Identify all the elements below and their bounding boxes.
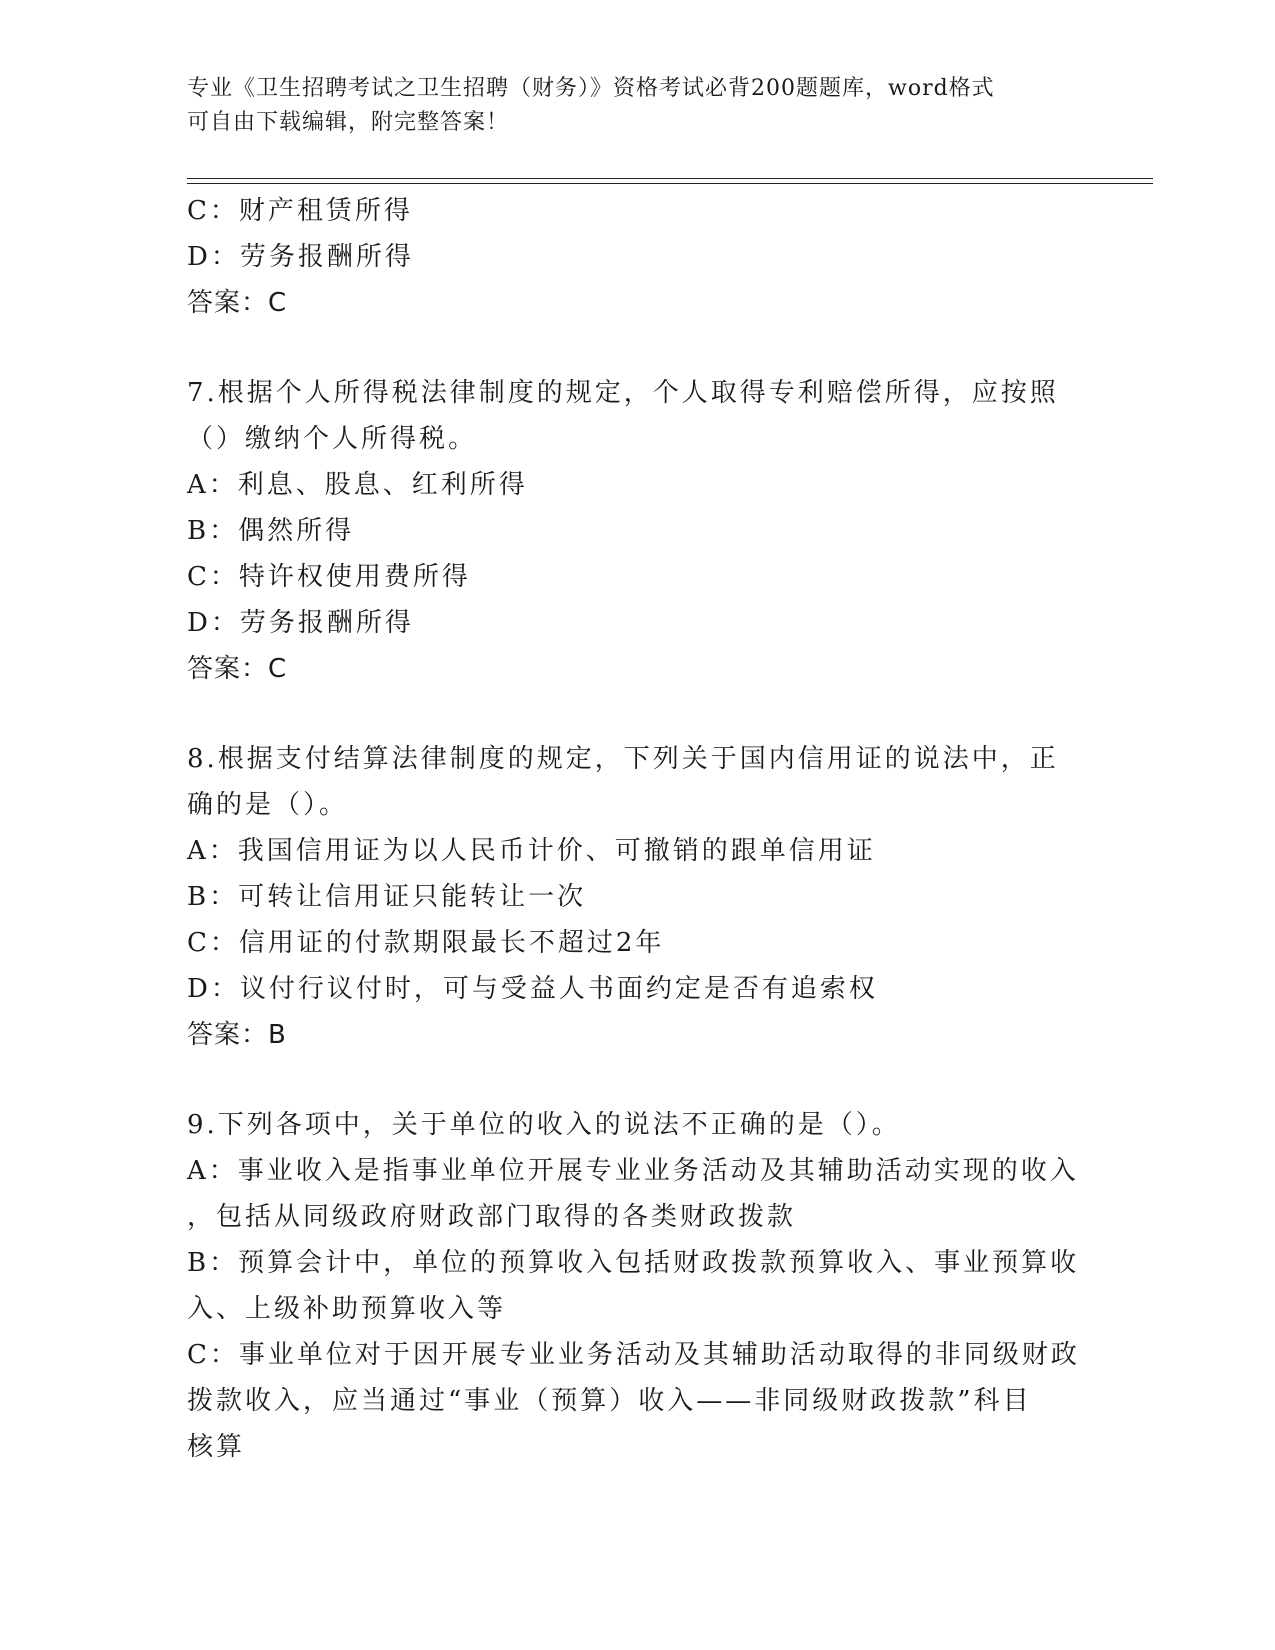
q6-answer: 答案：C [187,288,288,318]
q9-option-c-line-1: C：事业单位对于因开展专业业务活动及其辅助活动取得的非同级财政 [187,1340,1080,1370]
spacer [187,692,1087,736]
q8-option-a: A：我国信用证为以人民币计价、可撤销的跟单信用证 [187,836,876,866]
q9-option-b-line-1: B：预算会计中，单位的预算收入包括财政拨款预算收入、事业预算收 [187,1248,1080,1278]
header-divider [187,178,1153,184]
q7-stem-line-2: （）缴纳个人所得税。 [187,424,478,454]
q8-option-b: B：可转让信用证只能转让一次 [187,882,587,912]
q7-option-c: C：特许权使用费所得 [187,562,471,592]
spacer [187,1058,1087,1102]
q9-option-a-line-2: ，包括从同级政府财政部门取得的各类财政拨款 [187,1202,797,1232]
question-7 [187,370,1087,692]
q6-option-c: C：财产租赁所得 [187,196,413,226]
question-6-tail [187,188,1087,326]
q8-answer: 答案：B [187,1020,287,1050]
header-title-line-2: 可自由下载编辑，附完整答案！ [187,110,510,135]
document-body [187,188,1087,1470]
document-header [187,72,1087,140]
question-8 [187,736,1087,1058]
q7-stem-line-1: 7.根据个人所得税法律制度的规定，个人取得专利赔偿所得，应按照 [187,378,1059,408]
q8-option-c: C：信用证的付款期限最长不超过2年 [187,928,665,958]
q9-option-c-line-2: 拨款收入，应当通过“事业（预算）收入——非同级财政拨款”科目 [187,1386,1032,1416]
spacer [187,326,1087,370]
q8-stem-line-2: 确的是（）。 [187,790,349,820]
q9-option-b-line-2: 入、上级补助预算收入等 [187,1294,507,1324]
header-title-line-1: 专业《卫生招聘考试之卫生招聘（财务）》资格考试必背200题题库，word格式 [187,76,995,101]
q9-option-a-line-1: A：事业收入是指事业单位开展专业业务活动及其辅助活动实现的收入 [187,1156,1079,1186]
q9-stem-line-1: 9.下列各项中，关于单位的收入的说法不正确的是（）。 [187,1110,901,1140]
q7-option-a: A：利息、股息、红利所得 [187,470,528,500]
q7-answer: 答案：C [187,654,288,684]
q6-option-d: D：劳务报酬所得 [187,242,414,272]
question-9 [187,1102,1087,1470]
q7-option-b: B：偶然所得 [187,516,355,546]
q9-option-c-line-3: 核算 [187,1432,246,1462]
q8-option-d: D：议付行议付时，可与受益人书面约定是否有追索权 [187,974,878,1004]
q7-option-d: D：劳务报酬所得 [187,608,414,638]
q8-stem-line-1: 8.根据支付结算法律制度的规定，下列关于国内信用证的说法中，正 [187,744,1059,774]
